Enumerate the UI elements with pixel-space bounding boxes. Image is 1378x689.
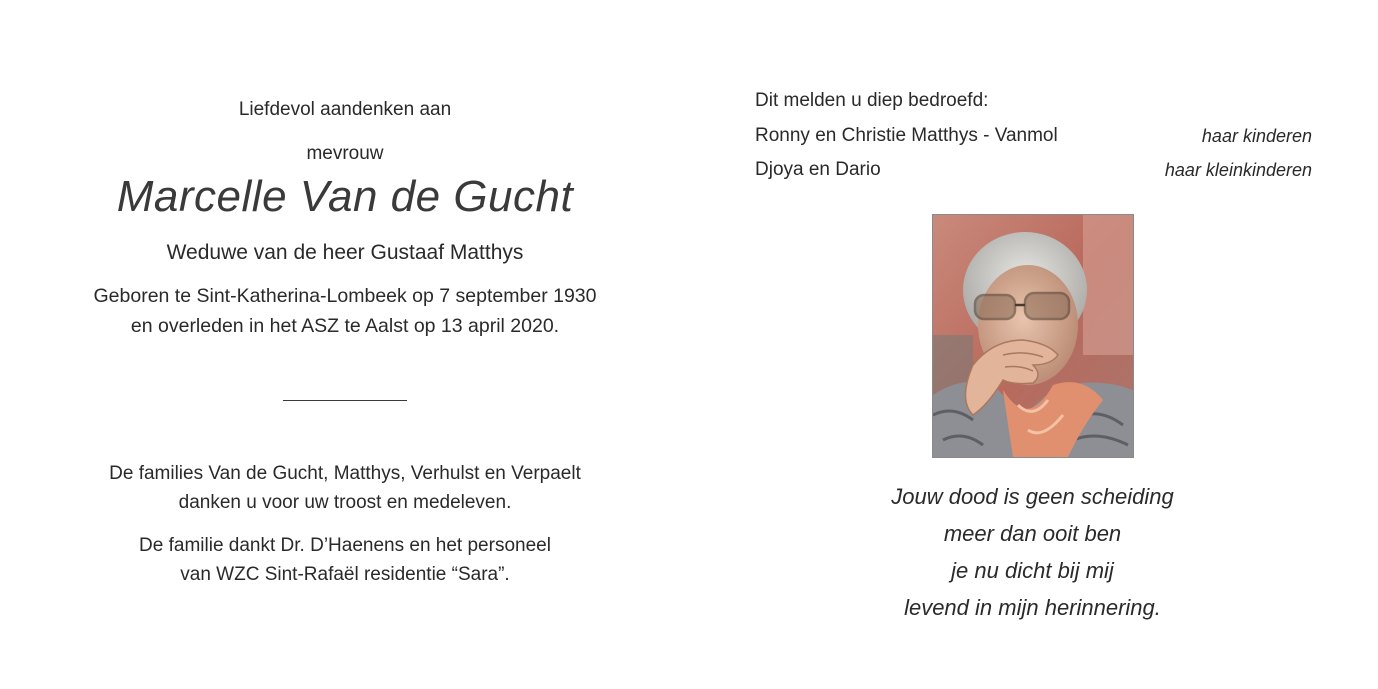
thanks-line-2: van WZC Sint-Rafaël residentie “Sara”. [180, 564, 510, 585]
portrait-photo [932, 214, 1134, 458]
birth-line: Geboren te Sint-Katherina-Lombeek op 7 september 1930 [93, 285, 597, 307]
relative-row [755, 125, 1312, 151]
title-word: mevrouw [306, 143, 384, 164]
right-panel [755, 0, 1315, 689]
deceased-name: Marcelle Van de Gucht [116, 172, 574, 221]
divider-line [283, 400, 407, 401]
thanks-line-1: De familie dankt Dr. D’Haenens en het personeel [139, 535, 551, 556]
left-panel [40, 0, 650, 689]
relative-row [755, 159, 1312, 185]
death-line: en overleden in het ASZ te Aalst op 13 april 2020. [130, 315, 560, 337]
announcement-text: Dit melden u diep bedroefd: [755, 90, 989, 111]
intro-text: Liefdevol aandenken aan [238, 99, 452, 120]
relative-relation: haar kinderen [1201, 126, 1312, 146]
widow-line: Weduwe van de heer Gustaaf Matthys [166, 241, 524, 264]
poem-line: je nu dicht bij mij [951, 558, 1114, 583]
relative-relation: haar kleinkinderen [1164, 160, 1312, 180]
poem-line: meer dan ooit ben [943, 521, 1122, 546]
poem-line: levend in mijn herinnering. [904, 595, 1161, 620]
families-line-1: De families Van de Gucht, Matthys, Verhulst en Verpaelt [109, 463, 581, 484]
families-line-2: danken u voor uw troost en medeleven. [178, 492, 512, 513]
poem-line: Jouw dood is geen scheiding [891, 484, 1174, 509]
portrait-illustration [933, 215, 1133, 457]
relative-names: Ronny en Christie Matthys - Vanmol [755, 125, 1058, 146]
relative-names: Djoya en Dario [755, 159, 881, 180]
